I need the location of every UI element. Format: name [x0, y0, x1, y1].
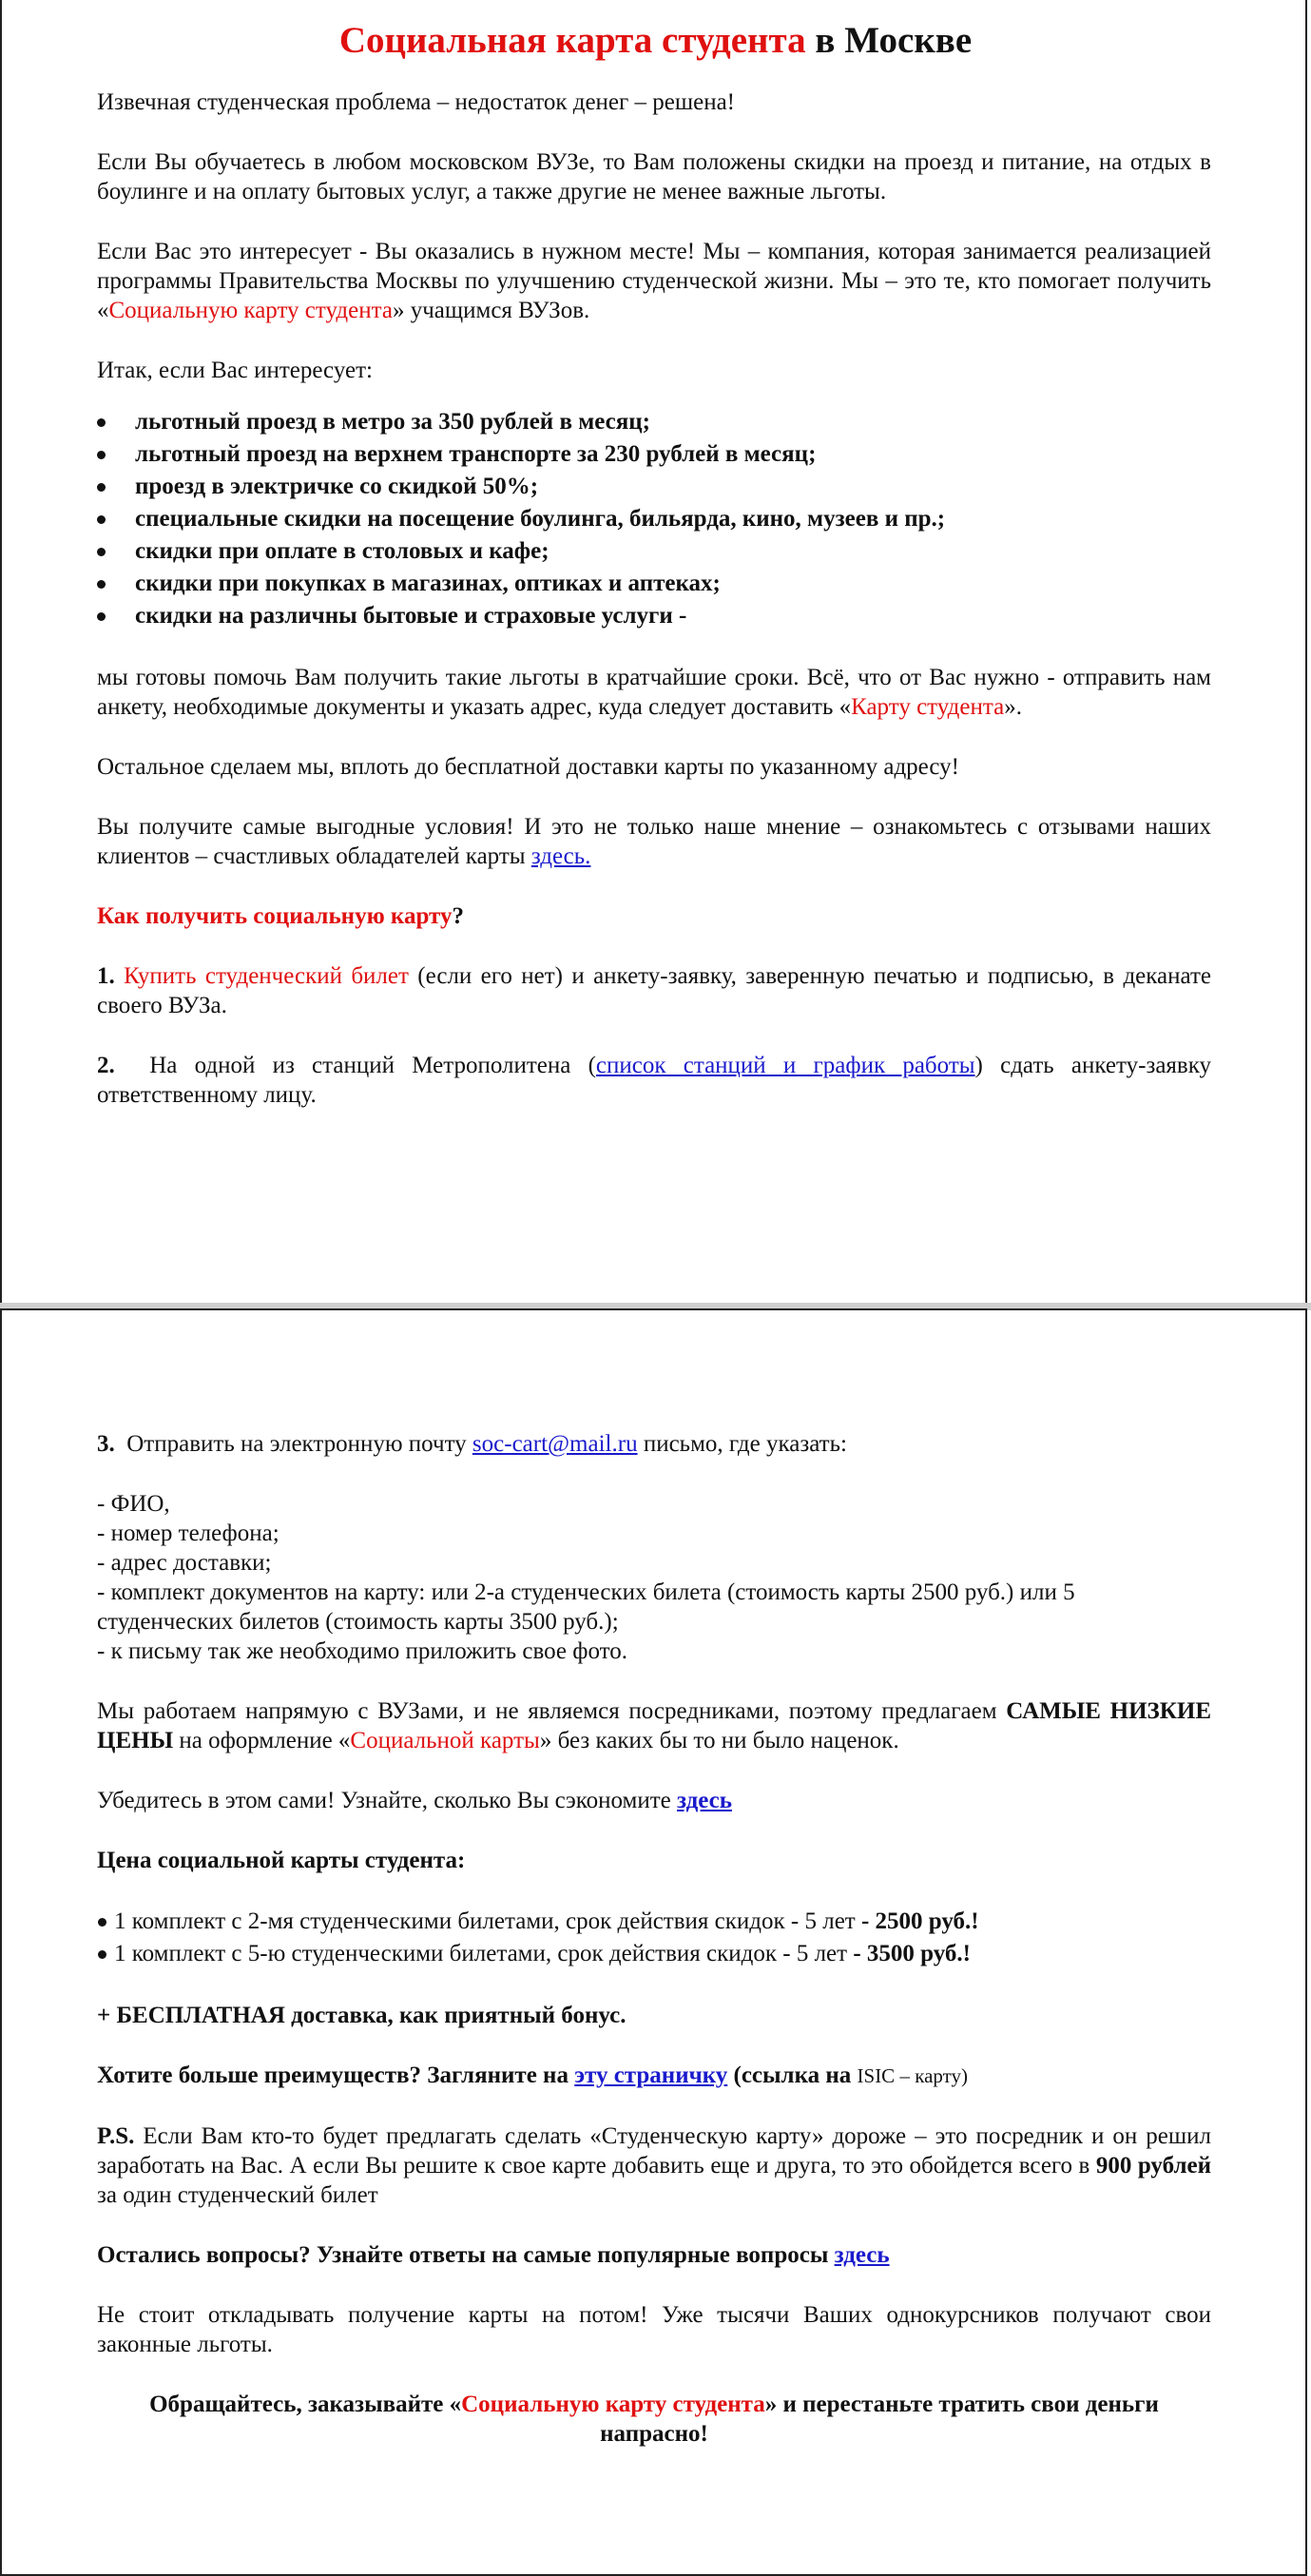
- student-card-highlight: Карту студента: [851, 694, 1005, 720]
- list-item: - ФИО,: [97, 1491, 170, 1517]
- postscript: P.S. Если Вам кто-то будет предлагать сделать «Студенческую карту» дороже – это посредник и он решил заработать на Вас. А если Вы решите к свое карте добавить еще и друга, то это обойдется всего в 900 рублей за один студенческий билет: [97, 2123, 1211, 2208]
- list-item: - адрес доставки;: [97, 1550, 272, 1576]
- bullet-icon: [98, 1918, 106, 1927]
- list-item: проезд в электричке со скидкой 50%;: [97, 471, 1211, 503]
- bullet-icon: [97, 515, 106, 524]
- list-item: 1 комплект с 2-мя студенческими билетами, срок действия скидок - 5 лет - 2500 руб.!: [97, 1906, 1211, 1938]
- step-1: 1. Купить студенческий билет (если его нет) и анкету-заявку, заверенную печатью и подписью, в деканате своего ВУЗа.: [97, 963, 1211, 1018]
- bullet-icon: [97, 612, 106, 621]
- faq-text: Остались вопросы? Узнайте ответы на самые популярные вопросы здесь: [97, 2242, 890, 2268]
- more-benefits: Хотите больше преимуществ? Загляните на эту страничку (ссылка на ISIC – карту): [97, 2063, 969, 2088]
- price-list: [97, 1906, 1211, 1970]
- list-item: - номер телефона;: [97, 1520, 280, 1546]
- paragraph-direct: Мы работаем напрямую с ВУЗами, и не являемся посредниками, поэтому предлагаем САМЫЕ НИЗКИЕ ЦЕНЫ на оформление «Социальной карты» без каких бы то ни было наценок.: [97, 1698, 1211, 1753]
- bullet-icon: [97, 580, 106, 589]
- free-delivery-text: + БЕСПЛАТНАЯ доставка, как приятный бонус.: [97, 2003, 627, 2028]
- page-1-content: [97, 87, 1211, 1140]
- bullet-icon: [97, 483, 106, 492]
- social-card-highlight: Социальной карты: [350, 1728, 540, 1753]
- benefits-lead: Итак, если Вас интересует:: [97, 358, 373, 383]
- paragraph-company: Если Вас это интересует - Вы оказались в нужном месте! Мы – компания, которая занимается реализацией программы Правительства Москвы по улучшению студенческой жизни. Мы – это те, кто помогает получить «Социальную карту студента» учащимся ВУЗов.: [97, 239, 1211, 323]
- paragraph-savings: Убедитесь в этом сами! Узнайте, сколько Вы сэкономите здесь: [97, 1788, 732, 1813]
- intro-text: Извечная студенческая проблема – недостаток денег – решена!: [97, 89, 736, 115]
- paragraph-discounts: Если Вы обучаетесь в любом московском ВУЗе, то Вам положены скидки на проезд и питание, на отдых в боулинге и на оплату бытовых услуг, а также другие не менее важные льготы.: [97, 149, 1211, 204]
- requirements-list: [97, 1489, 1211, 1666]
- isic-page-link[interactable]: эту страничку: [574, 2063, 728, 2088]
- bullet-icon: [97, 418, 106, 427]
- list-item: скидки при оплате в столовых и кафе;: [97, 535, 1211, 568]
- list-item: специальные скидки на посещение боулинга, бильярда, кино, музеев и пр.;: [97, 503, 1211, 535]
- paragraph-help: мы готовы помочь Вам получить такие льготы в кратчайшие сроки. Всё, что от Вас нужно - отправить нам анкету, необходимые документы и указать адрес, куда следует доставить «Карту студента».: [97, 665, 1211, 720]
- social-card-highlight: Социальную карту студента: [461, 2392, 765, 2417]
- document-page-2: [0, 1308, 1307, 2576]
- list-item: льготный проезд на верхнем транспорте за 230 рублей в месяц;: [97, 438, 1211, 471]
- howto-heading: Как получить социальную карту?: [97, 903, 464, 929]
- bullet-icon: [98, 1950, 106, 1959]
- list-item: льготный проезд в метро за 350 рублей в месяц;: [97, 406, 1211, 438]
- final-call: Обращайтесь, заказывайте «Социальную карту студента» и перестаньте тратить свои деньги напрасно!: [149, 2392, 1159, 2447]
- buy-ticket-highlight: Купить студенческий билет: [124, 963, 409, 989]
- stations-link[interactable]: список станций и график работы: [595, 1053, 975, 1078]
- list-item: - к письму так же необходимо приложить свое фото.: [97, 1638, 627, 1664]
- list-item: скидки при покупках в магазинах, оптиках и аптеках;: [97, 568, 1211, 600]
- email-link[interactable]: soc-cart@mail.ru: [472, 1431, 638, 1457]
- page-2-content: [97, 1429, 1211, 2479]
- faq-link[interactable]: здесь: [834, 2242, 890, 2268]
- bullet-icon: [97, 451, 106, 459]
- step-2: 2. На одной из станций Метрополитена (список станций и график работы) сдать анкету-заявку ответственному лицу.: [97, 1053, 1212, 1108]
- list-item: скидки на различны бытовые и страховые услуги -: [97, 600, 1211, 632]
- social-card-highlight: Социальную карту студента: [108, 298, 393, 323]
- list-item: 1 комплект с 5-ю студенческими билетами, срок действия скидок - 5 лет - 3500 руб.!: [97, 1938, 1211, 1970]
- bullet-icon: [97, 548, 106, 556]
- benefits-list: [97, 406, 1211, 632]
- page-title: Социальная карта студента в Москве: [338, 20, 973, 61]
- paragraph-delay: Не стоит откладывать получение карты на потом! Уже тысячи Ваших однокурсников получают свои законные льготы.: [97, 2302, 1211, 2357]
- price-heading: Цена социальной карты студента:: [97, 1848, 466, 1873]
- paragraph-delivery: Остальное сделаем мы, вплоть до бесплатной доставки карты по указанному адресу!: [97, 754, 959, 780]
- step-3: 3. Отправить на электронную почту soc-cart@mail.ru письмо, где указать:: [97, 1431, 847, 1457]
- list-item: - комплект документов на карту: или 2-а студенческих билета (стоимость карты 2500 руб.) или 5 студенческих билетов (стоимость карты 3500 руб.);: [97, 1579, 1075, 1635]
- reviews-link[interactable]: здесь.: [530, 843, 591, 869]
- savings-link[interactable]: здесь: [677, 1788, 732, 1813]
- paragraph-reviews: Вы получите самые выгодные условия! И это не только наше мнение – ознакомьтесь с отзывами наших клиентов – счастливых обладателей карты здесь.: [97, 814, 1211, 869]
